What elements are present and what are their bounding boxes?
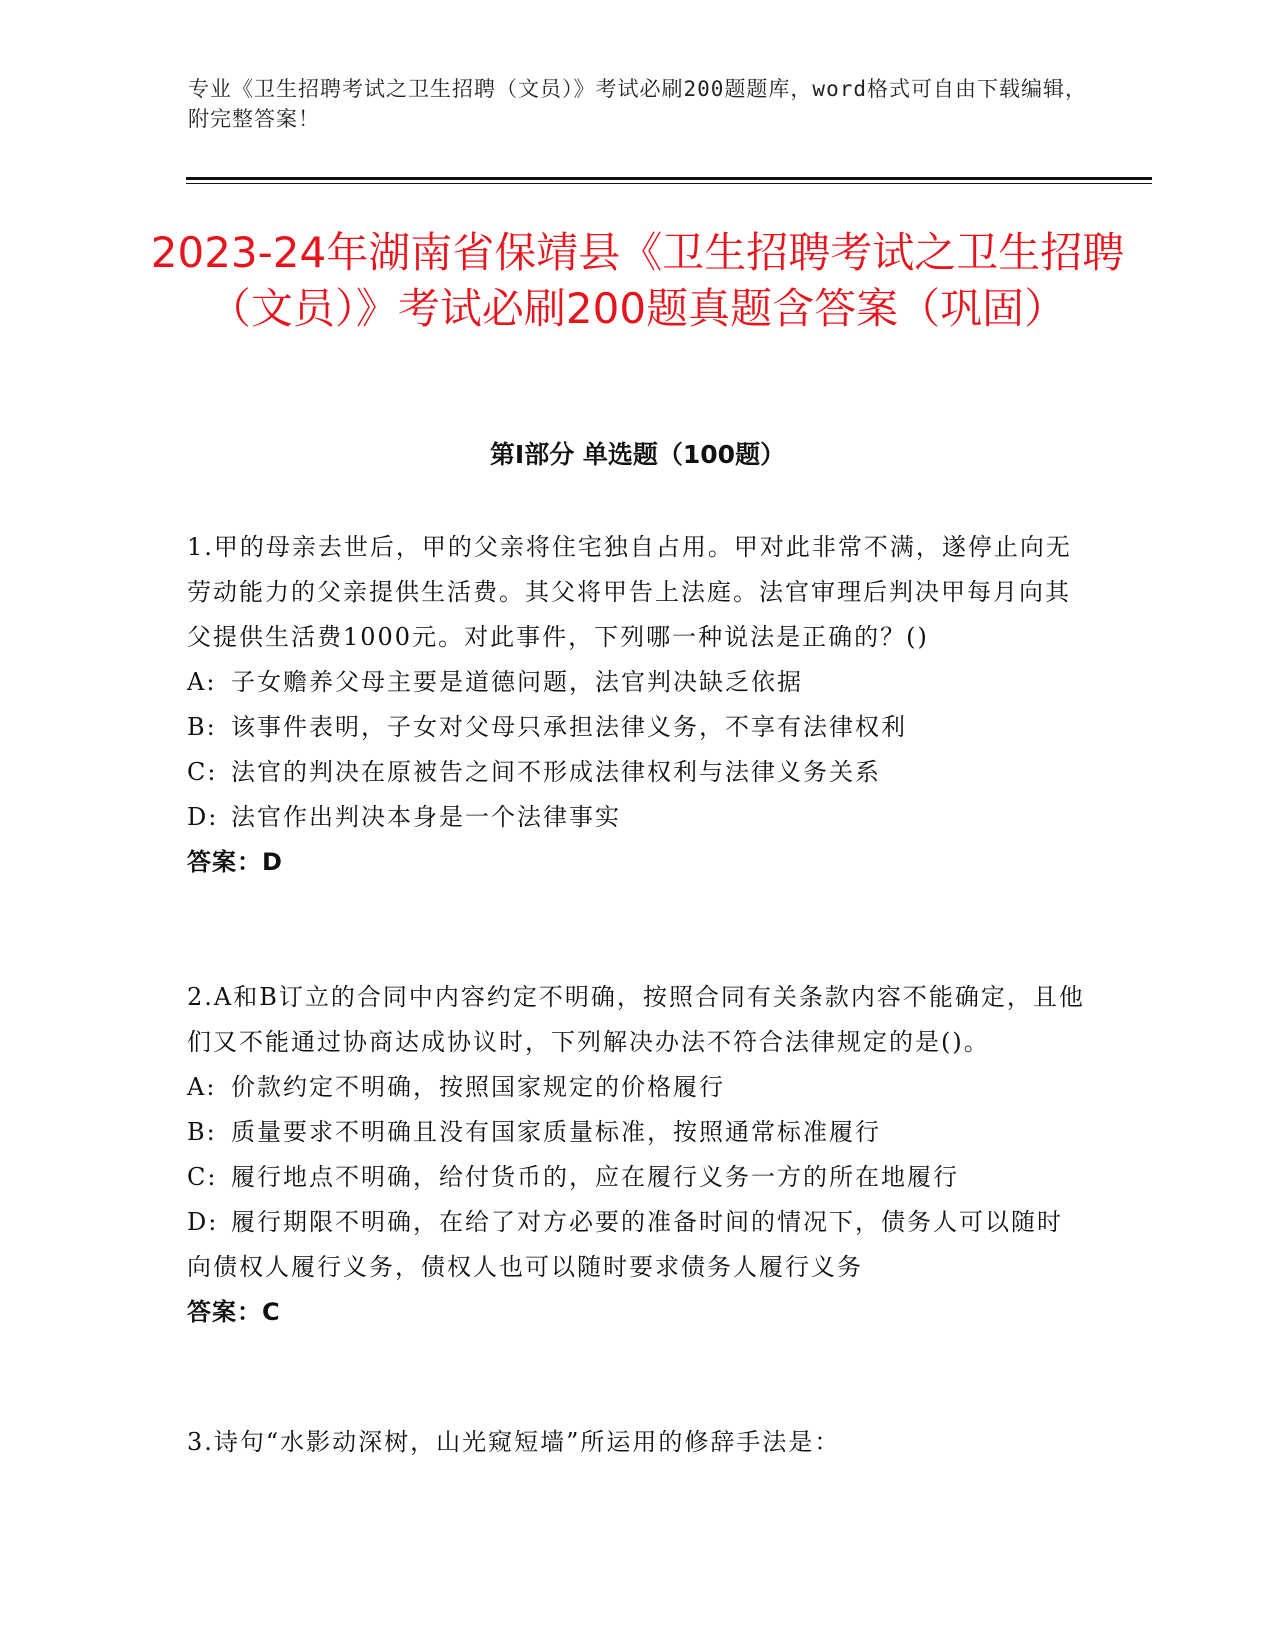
- option-b: [187, 1110, 1087, 1155]
- option-c: [187, 1155, 1087, 1200]
- option-text: 履行期限不明确，在给了对方必要的准备时间的情况下，债务人可以随时向债权人履行义务，债权人也可以随时要求债务人履行义务: [187, 1208, 1063, 1281]
- option-letter: D:: [187, 803, 219, 831]
- header-divider-thick: [186, 177, 1152, 180]
- header-note: 专业《卫生招聘考试之卫生招聘（文员）》考试必刷200题题库，word格式可自由下载编辑，附完整答案！: [188, 77, 1087, 131]
- option-c: [187, 750, 1087, 795]
- section-heading: 第Ⅰ部分 单选题（100题）: [489, 440, 786, 469]
- option-a: [187, 1065, 1087, 1110]
- document-title: 2023-24年湖南省保靖县《卫生招聘考试之卫生招聘（文员）》考试必刷200题真题含答案（巩固）: [150, 228, 1125, 333]
- option-text: 子女赡养父母主要是道德问题，法官判决缺乏依据: [231, 668, 803, 696]
- option-text: 法官的判决在原被告之间不形成法律权利与法律义务关系: [231, 758, 881, 786]
- option-d: [187, 795, 1087, 840]
- option-letter: D:: [187, 1208, 219, 1236]
- option-letter: C:: [187, 1163, 218, 1191]
- option-letter: C:: [187, 758, 218, 786]
- answer: 答案：C: [187, 1298, 281, 1326]
- question-1: [187, 525, 1087, 885]
- question-2: [187, 975, 1087, 1335]
- question-stem: 1.甲的母亲去世后，甲的父亲将住宅独自占用。甲对此非常不满，遂停止向无劳动能力的父亲提供生活费。其父将甲告上法庭。法官审理后判决甲每月向其父提供生活费1000元。对此事件，下列哪一种说法是正确的？(): [187, 533, 1072, 651]
- option-letter: A:: [187, 668, 217, 696]
- option-text: 质量要求不明确且没有国家质量标准，按照通常标准履行: [231, 1118, 881, 1146]
- answer: 答案：D: [187, 848, 283, 876]
- option-letter: A:: [187, 1073, 217, 1101]
- option-letter: B:: [187, 1118, 217, 1146]
- option-text: 法官作出判决本身是一个法律事实: [231, 803, 621, 831]
- option-d: [187, 1200, 1087, 1290]
- option-text: 该事件表明，子女对父母只承担法律义务，不享有法律权利: [231, 713, 907, 741]
- question-stem: 2.A和B订立的合同中内容约定不明确，按照合同有关条款内容不能确定，且他们又不能通过协商达成协议时，下列解决办法不符合法律规定的是()。: [187, 983, 1085, 1056]
- option-text: 履行地点不明确，给付货币的，应在履行义务一方的所在地履行: [231, 1163, 959, 1191]
- question-stem: 3.诗句“水影动深树，山光窥短墙”所运用的修辞手法是：: [187, 1428, 841, 1456]
- option-a: [187, 660, 1087, 705]
- question-3: [187, 1420, 1087, 1465]
- option-text: 价款约定不明确，按照国家规定的价格履行: [231, 1073, 725, 1101]
- option-b: [187, 705, 1087, 750]
- option-letter: B:: [187, 713, 217, 741]
- header-divider-thin: [186, 183, 1152, 184]
